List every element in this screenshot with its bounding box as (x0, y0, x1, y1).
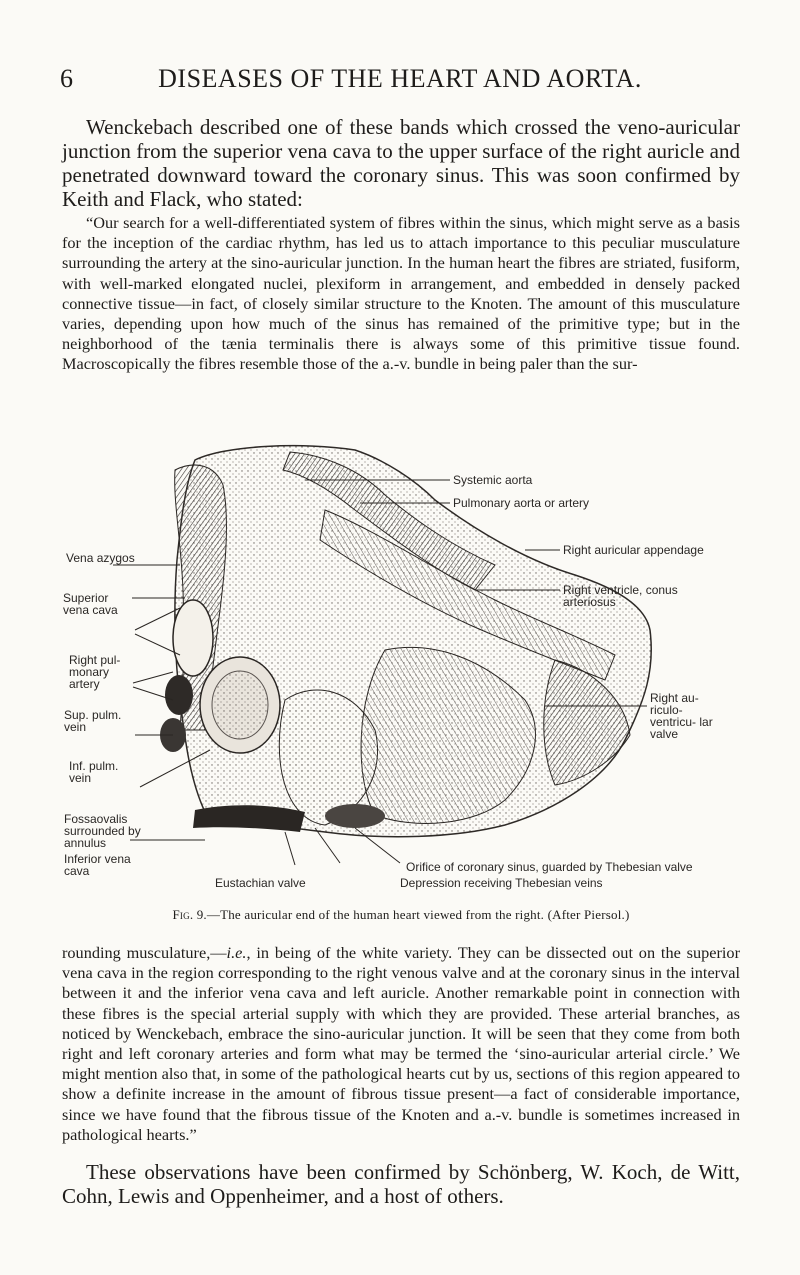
quote-part2-start: rounding musculature,— (62, 943, 227, 962)
heart-illustration (55, 440, 735, 870)
label-depression-thebesian: Depression receiving Thebesian veins (400, 876, 603, 890)
label-orifice-coronary-sinus: Orifice of coronary sinus, guarded by Thebesian valve (406, 860, 693, 874)
quote-paragraph-1: “Our search for a well-differentiated system of fibres within the sinus, which might serve as a basis for the inception of the cardiac rhythm, has led us to attach importance to this peculiar musculature surrounding the artery at the sino-auricular junction. In the human heart the fibres are striated, fusiform, with well-marked elongated nuclei, plexiform in arrangement, and embedded in densely packed connective tissue—in fact, of closely similar structure to the Knoten. The amount of this musculature varies, depending upon how much of the sinus has remained of the primitive type; but in the neighborhood of the tænia terminalis there is always some of this primitive tissue found. Macroscopically the fibres resemble those of the a.-v. bundle in being paler than the sur- (62, 213, 740, 374)
label-right-av-valve: Right au- riculo- ventricu- lar valve (650, 691, 713, 741)
label-inf-pulm-vein: Inf. pulm. vein (69, 759, 119, 785)
quote-part2-ie: i.e. (226, 943, 247, 962)
label-systemic-aorta: Systemic aorta (453, 473, 533, 487)
label-vena-azygos: Vena azygos (66, 551, 135, 565)
label-sup-pulm-vein: Sup. pulm. vein (64, 708, 122, 734)
page-number: 6 (60, 64, 73, 93)
label-eustachian-valve: Eustachian valve (215, 876, 306, 890)
label-superior-vena-cava: Superior vena cava (63, 591, 118, 617)
page-header (60, 64, 740, 100)
label-right-pulmonary-artery: Right pul- monary artery (69, 653, 121, 691)
label-inferior-vena-cava: Inferior vena cava (64, 852, 131, 878)
quote-part2-rest: , in being of the white variety. They can be dissected out on the superior vena cava in the region corresponding to the right venous valve and at the coronary sinus in the interval between it and the inferior vena cava and left auricle. Another remarkable point in connection with these fibres is the special arterial supply with which they are provided. These arterial branches, as noticed by Wenckebach, embrace the sino-auricular junction. It will be seen that they come from both right and left coronary arteries and form what may be termed the ‘sino-auricular arterial circle.’ We might mention also that, in some of the pathological hearts cut by us, sections of this region appeared to show a definite increase in the amount of fibrous tissue present—a fact of considerable importance, since we have found that the fibrous tissue of the Knoten and a.-v. bundle is sometimes increased in pathological hearts.” (62, 943, 740, 1144)
label-pulmonary-aorta: Pulmonary aorta or artery (453, 496, 590, 510)
quote-paragraph-2 (62, 943, 740, 1145)
running-head: DISEASES OF THE HEART AND AORTA. (158, 64, 642, 93)
figure-caption-text: —The auricular end of the human heart viewed from the right. (After Piersol.) (206, 907, 630, 922)
figure-caption (62, 907, 740, 923)
label-right-ventricle-conus: Right ventricle, conus arteriosus (563, 583, 678, 609)
label-right-auricular-appendage: Right auricular appendage (563, 543, 704, 557)
label-fossa-ovalis: Fossaovalis surrounded by annulus (64, 812, 141, 850)
intro-paragraph: Wenckebach described one of these bands which crossed the veno-auricular junction from the superior vena cava to the upper surface of the right auricle and penetrated downward toward the coronary sinus. This was soon confirmed by Keith and Flack, who stated: (62, 115, 740, 211)
figure-caption-label: Fig. 9. (172, 907, 207, 922)
closing-paragraph: These observations have been confirmed by Schönberg, W. Koch, de Witt, Cohn, Lewis and Oppenheimer, and a host of others. (62, 1160, 740, 1208)
